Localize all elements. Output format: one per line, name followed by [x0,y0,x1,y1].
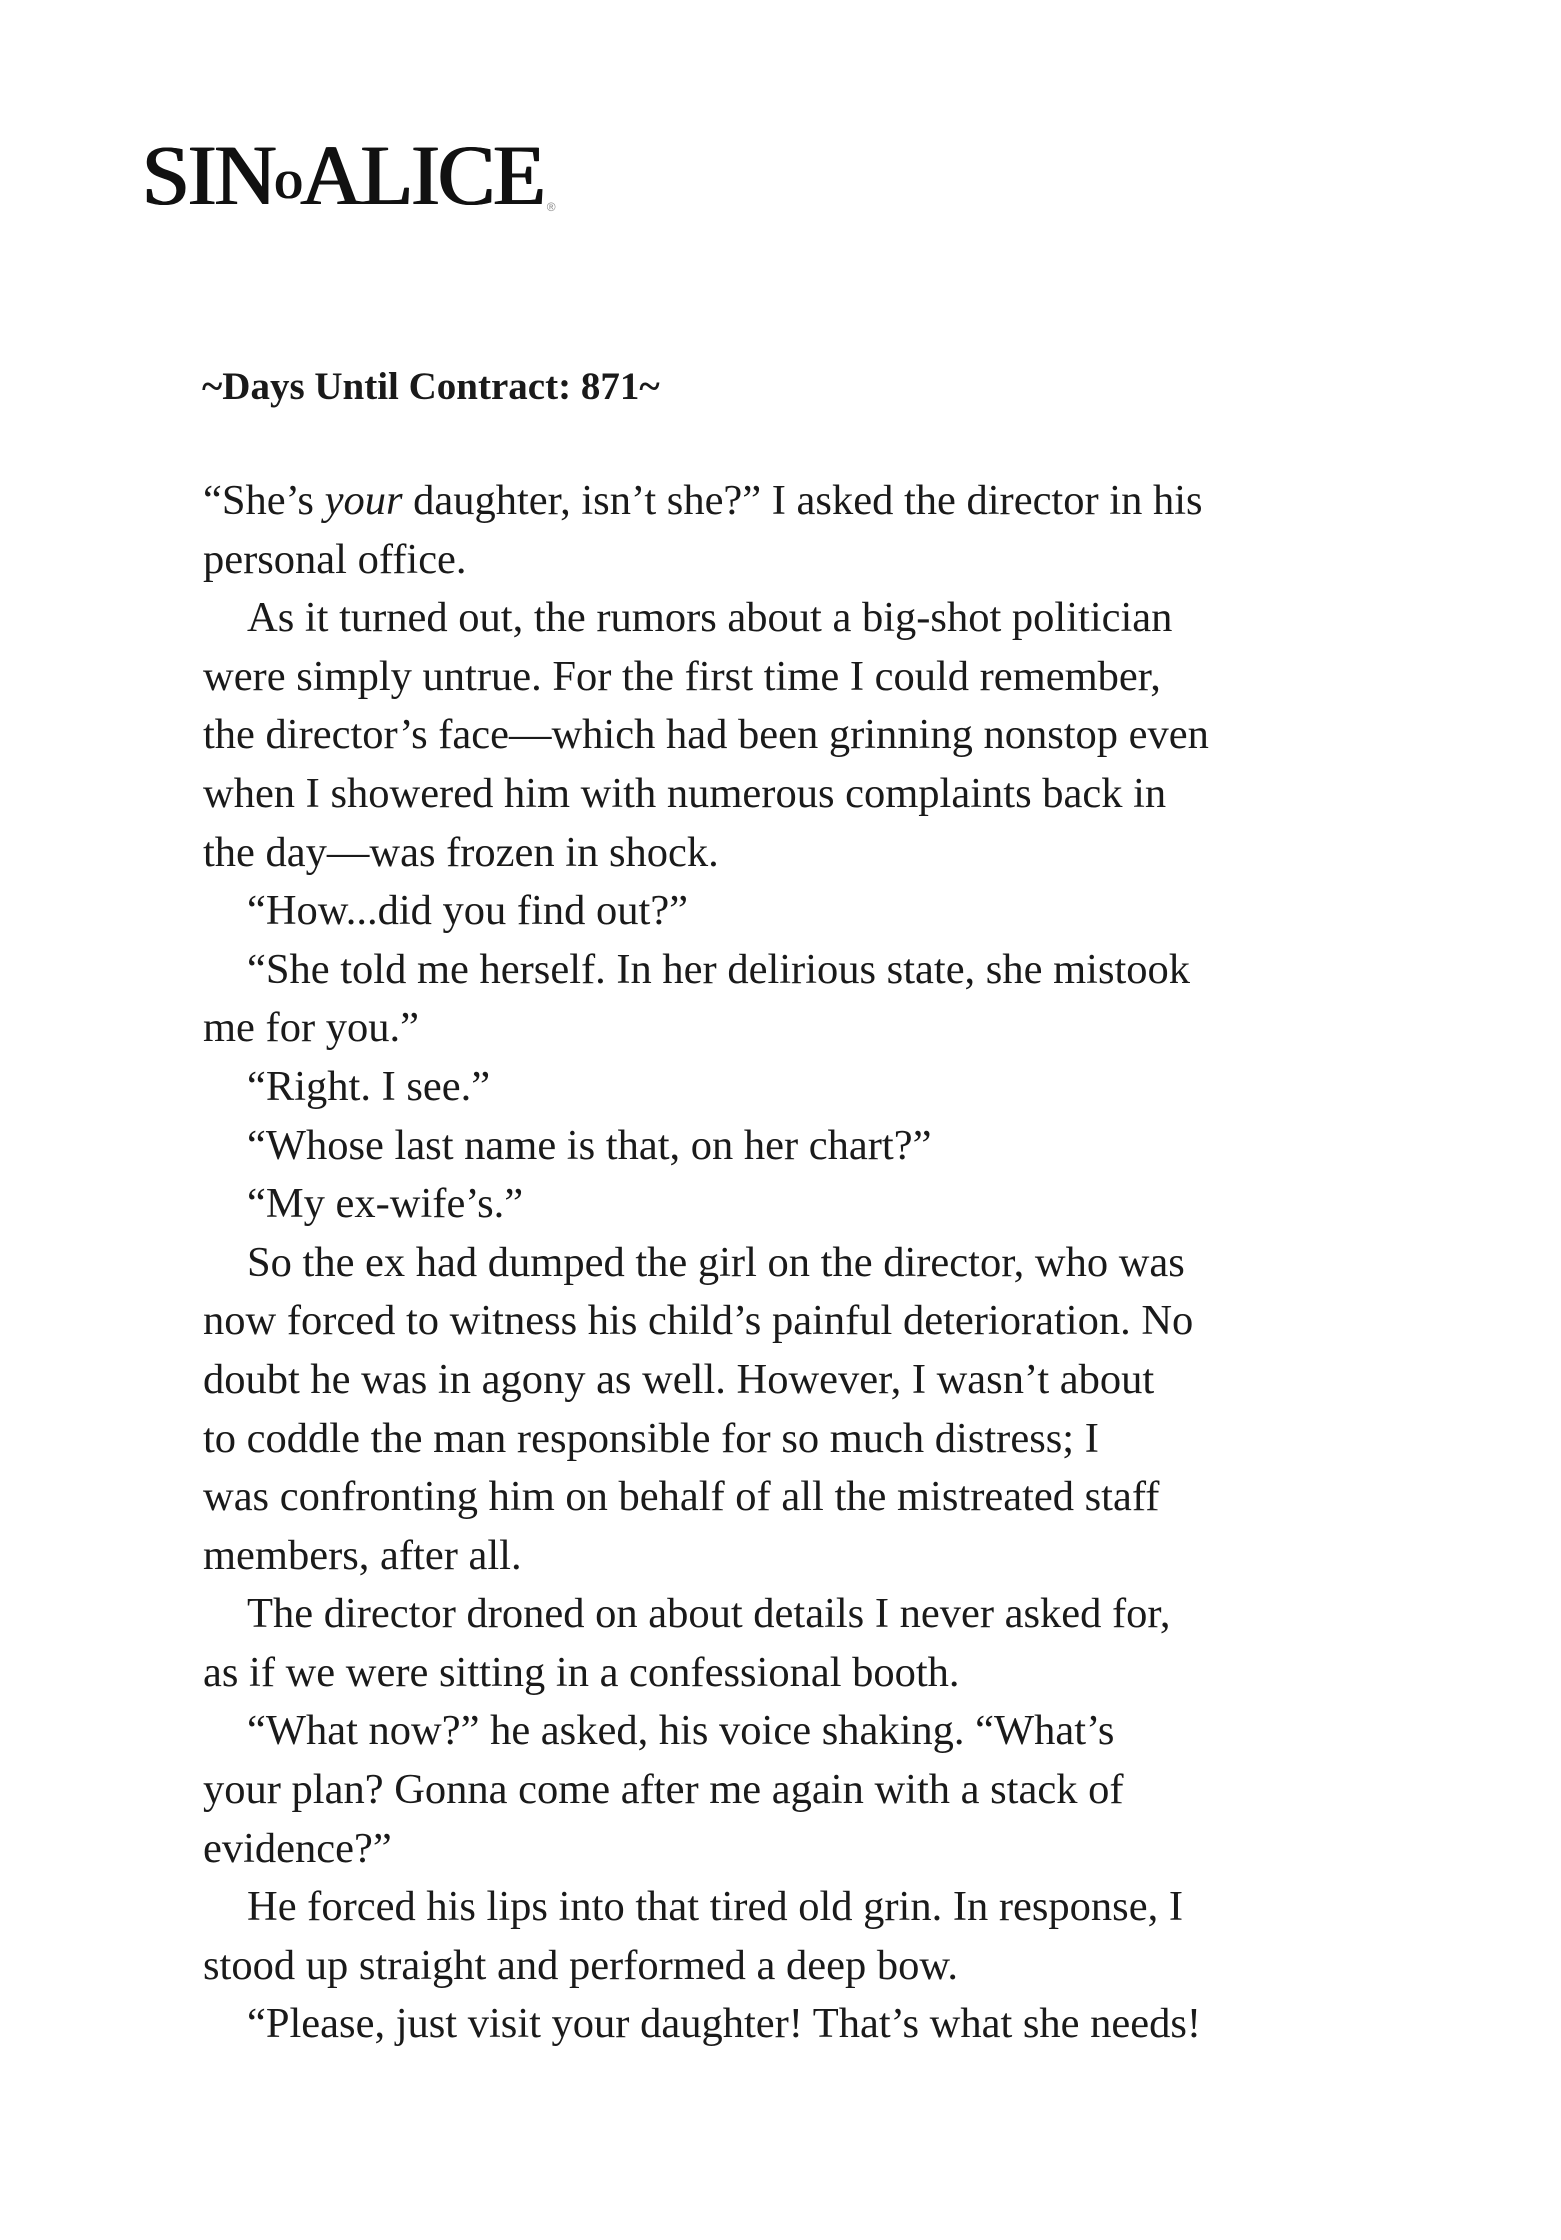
text-line: “Right. I see.” [247,1062,491,1110]
body-text [203,472,1209,2054]
text-line: the day—was frozen in shock. [203,828,719,876]
text-line: “Whose last name is that, on her chart?” [247,1121,932,1169]
chapter-heading: ~Days Until Contract: 871~ [202,365,660,408]
text-line: were simply untrue. For the first time I could remember, [203,652,1161,700]
text-segment: “She’s [203,477,325,524]
text-line: your plan? Gonna come after me again with a stack of [203,1766,1124,1814]
text-line: as if we were sitting in a confessional booth. [203,1648,960,1696]
registered-mark: ® [546,200,556,214]
text-line: me for you.” [203,1004,419,1052]
text-segment: daughter, isn’t she?” I asked the director in his [402,477,1203,524]
text-line: now forced to witness his child’s painful deterioration. No [203,1297,1194,1345]
logo-wordmark [142,127,544,223]
text-line: “Please, just visit your daughter! That’s what she needs! [247,2000,1202,2048]
text-line: So the ex had dumped the girl on the director, who was [247,1238,1185,1286]
text-line: “How...did you find out?” [247,887,689,935]
text-line: doubt he was in agony as well. However, I wasn’t about [203,1355,1155,1403]
text-line: when I showered him with numerous complaints back in [203,769,1167,817]
text-line: was confronting him on behalf of all the mistreated staff [203,1473,1160,1521]
logo-text-alice: ALICE [300,127,544,223]
text-line: “What now?” he asked, his voice shaking. “What’s [247,1707,1115,1755]
text-line: the director’s face—which had been grinning nonstop even [203,711,1209,759]
text-line [203,472,1209,531]
text-line: stood up straight and performed a deep bow. [203,1941,958,1989]
text-line: evidence?” [203,1824,392,1872]
text-line: “She told me herself. In her delirious state, she mistook [247,945,1191,993]
text-line: He forced his lips into that tired old grin. In response, I [247,1883,1183,1931]
text-line: members, after all. [203,1531,522,1579]
logo-text-o: o [274,149,301,211]
sinoalice-logo [142,127,556,223]
text-line: “My ex-wife’s.” [247,1180,524,1228]
text-line: to coddle the man responsible for so much distress; I [203,1414,1099,1462]
logo-text-sin: SIN [142,127,275,223]
text-line: The director droned on about details I never asked for, [247,1590,1171,1638]
text-line: personal office. [203,535,467,583]
text-line: As it turned out, the rumors about a big-shot politician [247,594,1173,642]
italic-emphasis: your [324,477,403,524]
